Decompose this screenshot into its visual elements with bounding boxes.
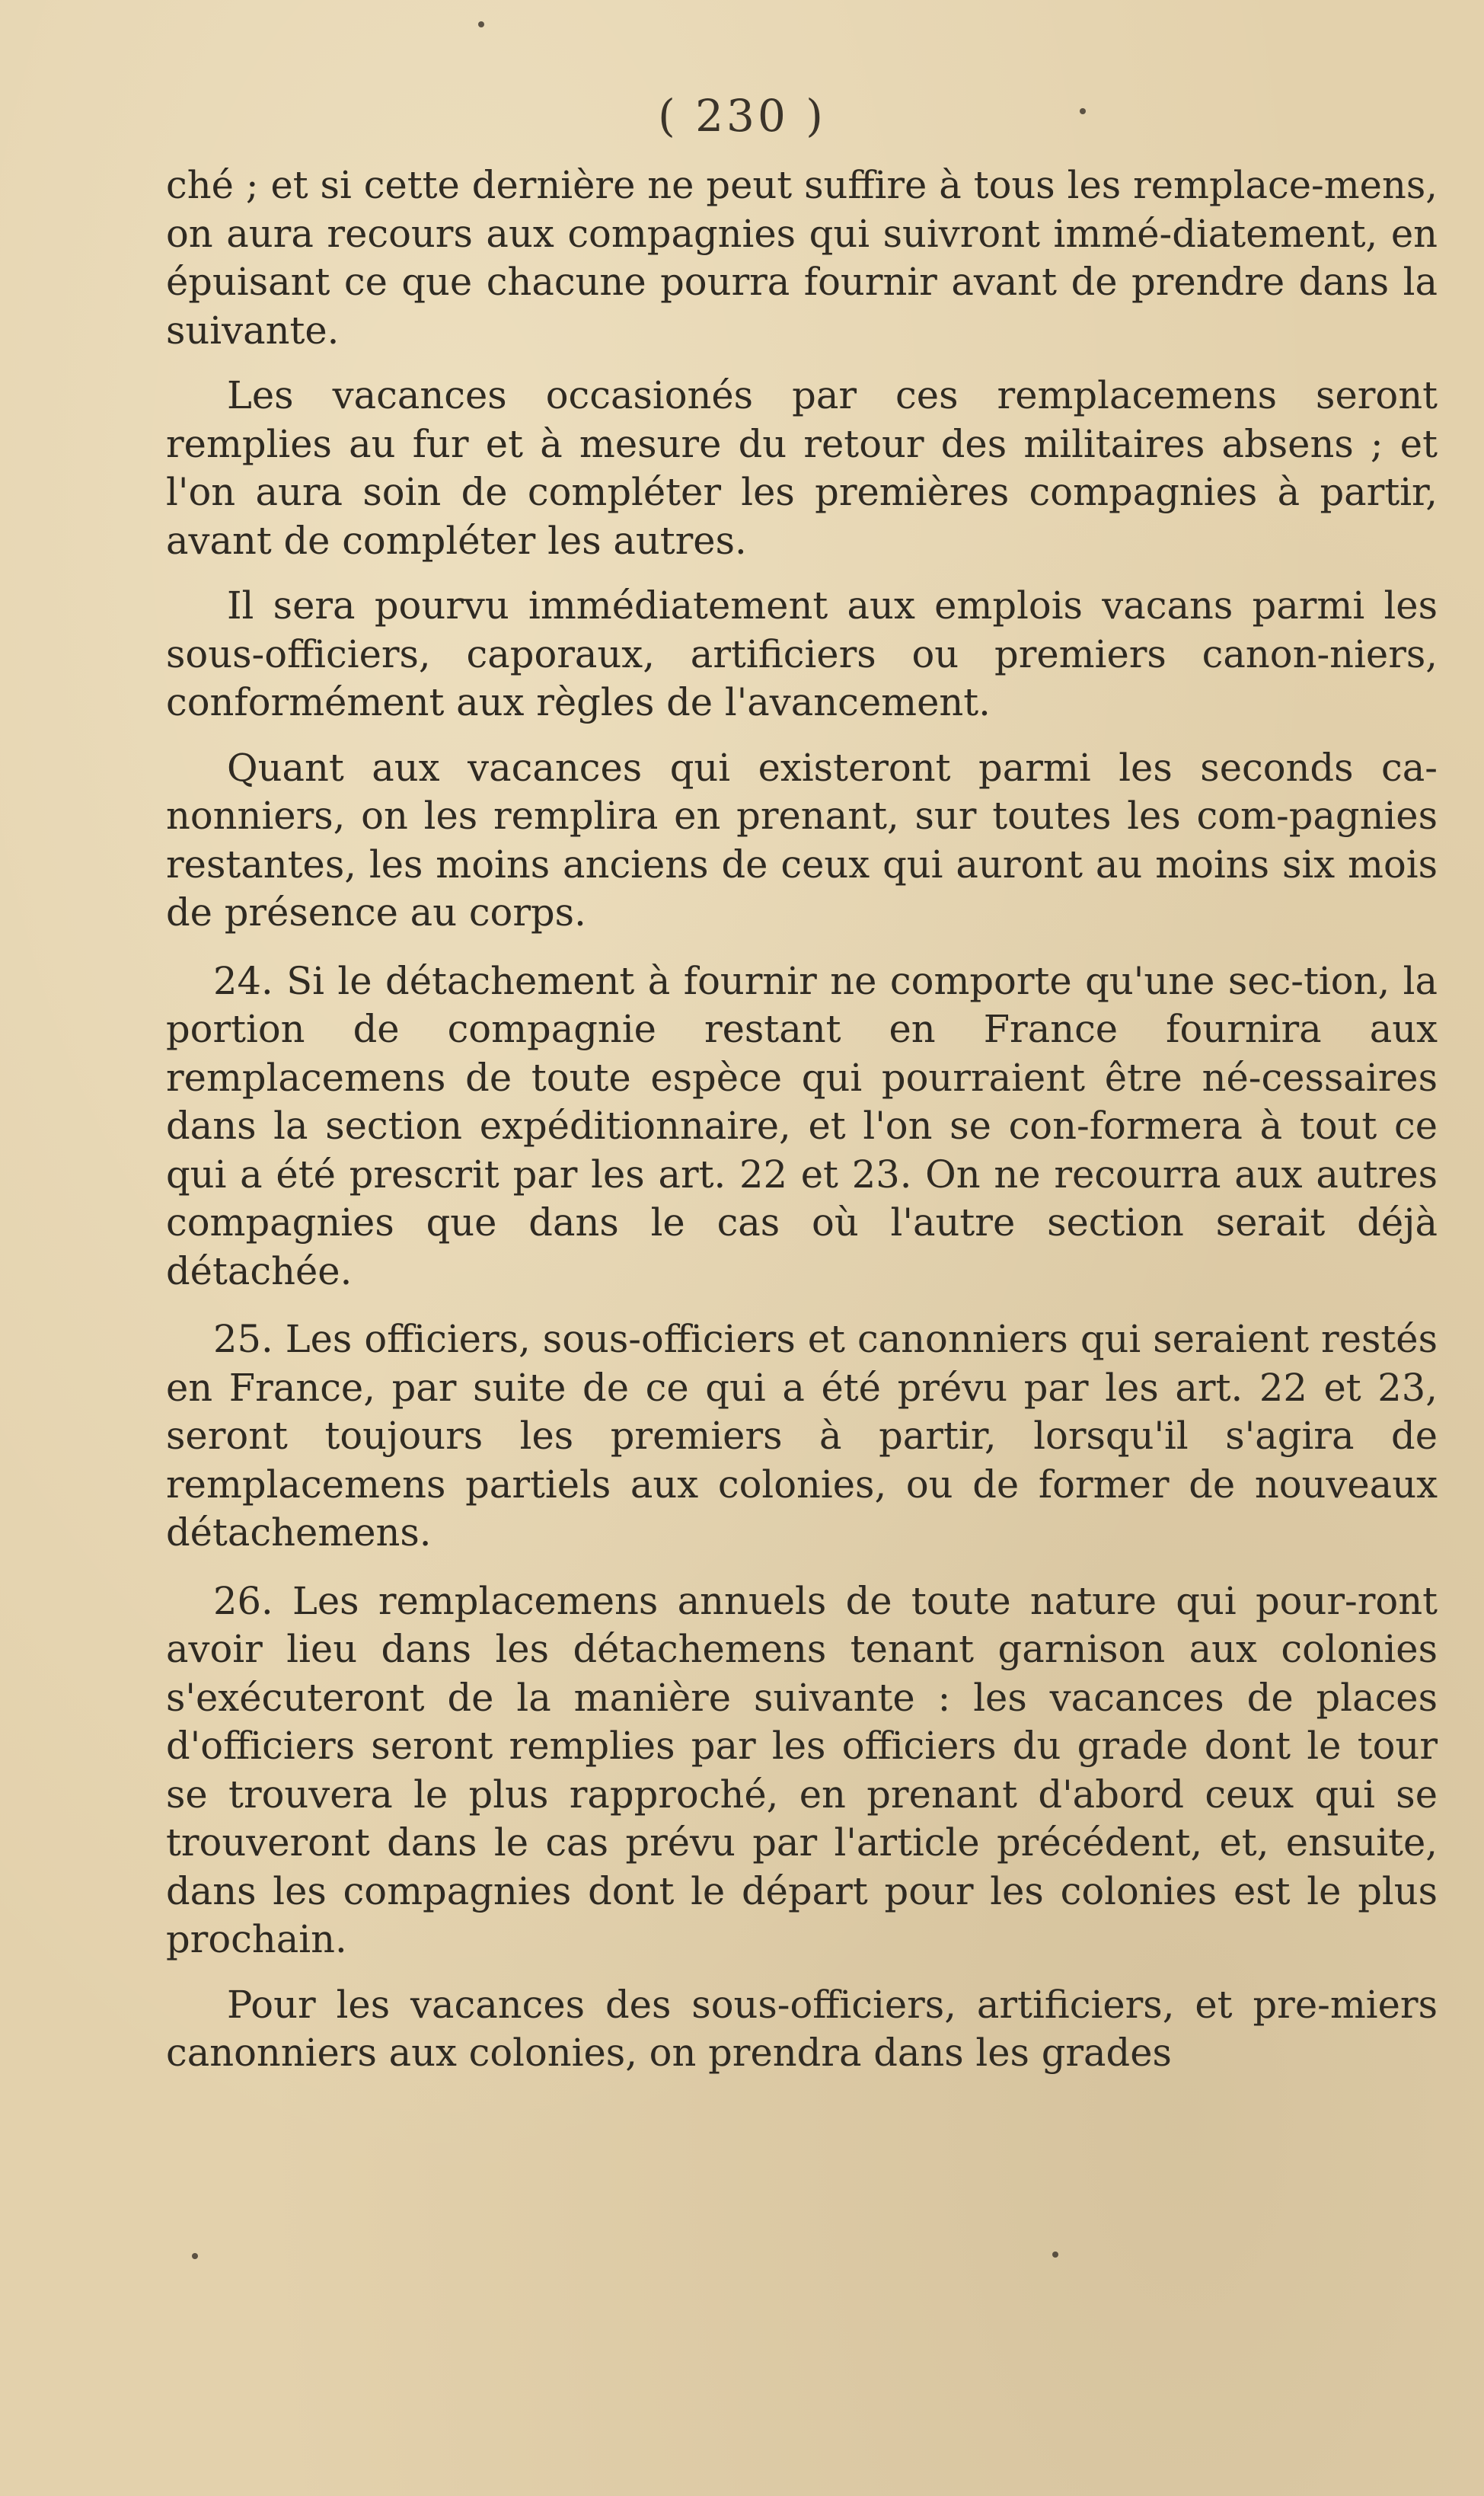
paragraph-seconds-canonniers: Quant aux vacances qui existeront parmi les seconds ca-nonniers, on les remplira en prenant, sur toutes les com-pagnies restantes, les moins anciens de ceux qui auront au moins six mois de présence au corps.: [166, 745, 1438, 935]
page-number: ( 230 ): [658, 90, 826, 142]
body-text: [166, 161, 1438, 2078]
article-24: 24. Si le détachement à fournir ne comporte qu'une sec-tion, la portion de compagnie restant en France fournira aux remplacemens de toute espèce qui pourraient être né-cessaires dans la section expéditionnaire, et l'on se con-formera à tout ce qui a été prescrit par les art. 22 et 23. On ne recourra aux autres compagnies que dans le cas où l'autre section serait déjà détachée.: [166, 958, 1438, 1293]
paragraph-continuation: ché ; et si cette dernière ne peut suffire à tous les remplace-mens, on aura recours aux compagnies qui suivront immé-diatement, en épuisant ce que chacune pourra fournir avant de prendre dans la suivante.: [166, 163, 1438, 353]
paragraph-vacances: Les vacances occasionés par ces remplacemens seront remplies au fur et à mesure du retour des militaires absens ; et l'on aura soin de compléter les premières compagnies à partir, avant de compléter les autres.: [166, 373, 1438, 563]
article-26: 26. Les remplacemens annuels de toute nature qui pour-ront avoir lieu dans les détachemens tenant garnison aux colonies s'exécuteront de la manière suivante : les vacances de places d'officiers seront remplies par les officiers du grade dont le tour se trouvera le plus rapproché, en prenant d'abord ceux qui se trouveront dans le cas prévu par l'article précédent, et, ensuite, dans les compagnies dont le départ pour les colonies est le plus prochain.: [166, 1578, 1438, 1961]
ink-speck: [478, 21, 484, 27]
paragraph-pourvu: Il sera pourvu immédiatement aux emplois vacans parmi les sous-officiers, caporaux, artificiers ou premiers canon-niers, conformément aux règles de l'avancement.: [166, 583, 1438, 724]
paragraph-sous-officiers: Pour les vacances des sous-officiers, artificiers, et pre-miers canonniers aux colonies, on prendra dans les grades: [166, 1982, 1438, 2075]
ink-speck: [1052, 2252, 1058, 2258]
ink-speck: [1080, 108, 1086, 114]
ink-speck: [192, 2253, 198, 2259]
article-25: 25. Les officiers, sous-officiers et canonniers qui seraient restés en France, par suite de ce qui a été prévu par les art. 22 et 23, seront toujours les premiers à partir, lorsqu'il s'agira de remplacemens partiels aux colonies, ou de former de nouveaux détachemens.: [166, 1317, 1438, 1555]
